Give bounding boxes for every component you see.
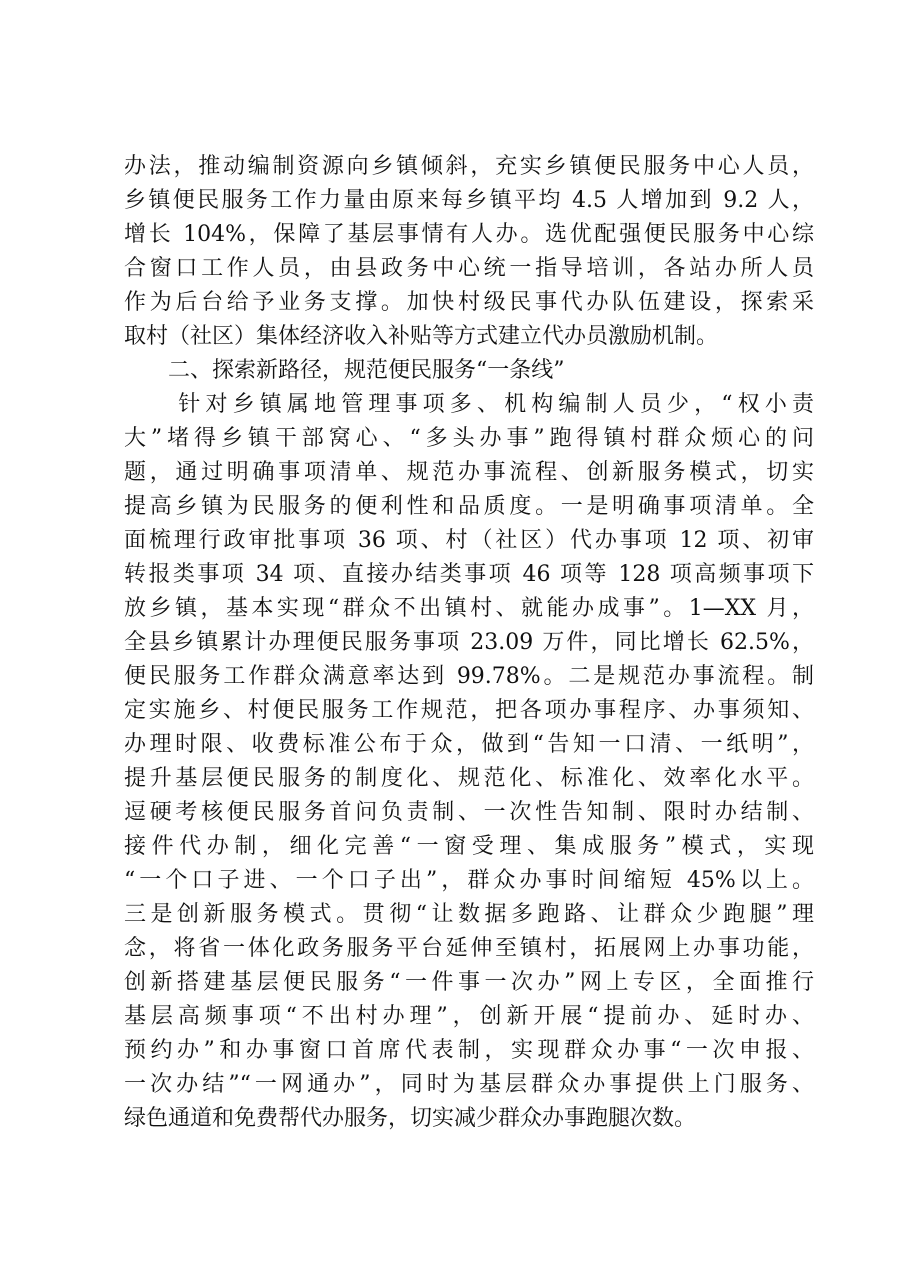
paragraph-line: 放乡镇，基本实现“群众不出镇村、就能办成事”。1—XX 月， — [124, 596, 814, 621]
paragraph-line: 面梳理行政审批事项 36 项、村（社区）代办事项 12 项、初审 — [124, 528, 814, 553]
paragraph-line: “一个口子进、一个口子出”，群众办事时间缩短 45%以上。 — [124, 868, 814, 893]
document-body — [124, 150, 814, 1136]
paragraph-line: 大”堵得乡镇干部窝心、“多头办事”跑得镇村群众烦心的问 — [124, 426, 814, 451]
paragraph-line: 转报类事项 34 项、直接办结类事项 46 项等 128 项高频事项下 — [124, 562, 814, 587]
paragraph-line: 乡镇便民服务工作力量由原来每乡镇平均 4.5 人增加到 9.2 人， — [124, 188, 814, 213]
paragraph-line: 接件代办制，细化完善“一窗受理、集成服务”模式，实现 — [124, 834, 814, 859]
section-heading: 二、探索新路径，规范便民服务“一条线” — [124, 358, 565, 383]
paragraph-line: 绿色通道和免费帮代办服务，切实减少群众办事跑腿次数。 — [124, 1106, 697, 1131]
paragraph-line: 针对乡镇属地管理事项多、机构编制人员少，“权小责 — [124, 392, 814, 417]
paragraph-line: 三是创新服务模式。贯彻“让数据多跑路、让群众少跑腿”理 — [124, 902, 814, 927]
paragraph-line: 预约办”和办事窗口首席代表制，实现群众办事“一次申报、 — [124, 1038, 814, 1063]
paragraph-line: 办法，推动编制资源向乡镇倾斜，充实乡镇便民服务中心人员， — [124, 154, 814, 179]
paragraph-line: 逗硬考核便民服务首问负责制、一次性告知制、限时办结制、 — [124, 800, 814, 825]
paragraph-line: 题，通过明确事项清单、规范办事流程、创新服务模式，切实 — [124, 460, 814, 485]
paragraph-line: 创新搭建基层便民服务“一件事一次办”网上专区，全面推行 — [124, 970, 814, 995]
paragraph-line: 取村（社区）集体经济收入补贴等方式建立代办员激励机制。 — [124, 324, 719, 349]
paragraph-line: 增长 104%，保障了基层事情有人办。选优配强便民服务中心综 — [124, 222, 814, 247]
paragraph-line: 基层高频事项“不出村办理”，创新开展“提前办、延时办、 — [124, 1004, 814, 1029]
paragraph-line: 提升基层便民服务的制度化、规范化、标准化、效率化水平。 — [124, 766, 814, 791]
paragraph-line: 念，将省一体化政务服务平台延伸至镇村，拓展网上办事功能， — [124, 936, 814, 961]
paragraph-line: 全县乡镇累计办理便民服务事项 23.09 万件，同比增长 62.5%， — [124, 630, 814, 655]
paragraph-line: 办理时限、收费标准公布于众，做到“告知一口清、一纸明”， — [124, 732, 814, 757]
paragraph-line: 合窗口工作人员，由县政务中心统一指导培训，各站办所人员 — [124, 256, 814, 281]
paragraph-line: 定实施乡、村便民服务工作规范，把各项办事程序、办事须知、 — [124, 698, 814, 723]
paragraph-line: 便民服务工作群众满意率达到 99.78%。二是规范办事流程。制 — [124, 664, 814, 689]
paragraph-line: 一次办结”“一网通办”，同时为基层群众办事提供上门服务、 — [124, 1072, 814, 1097]
paragraph-line: 作为后台给予业务支撑。加快村级民事代办队伍建设，探索采 — [124, 290, 814, 315]
paragraph-line: 提高乡镇为民服务的便利性和品质度。一是明确事项清单。全 — [124, 494, 814, 519]
